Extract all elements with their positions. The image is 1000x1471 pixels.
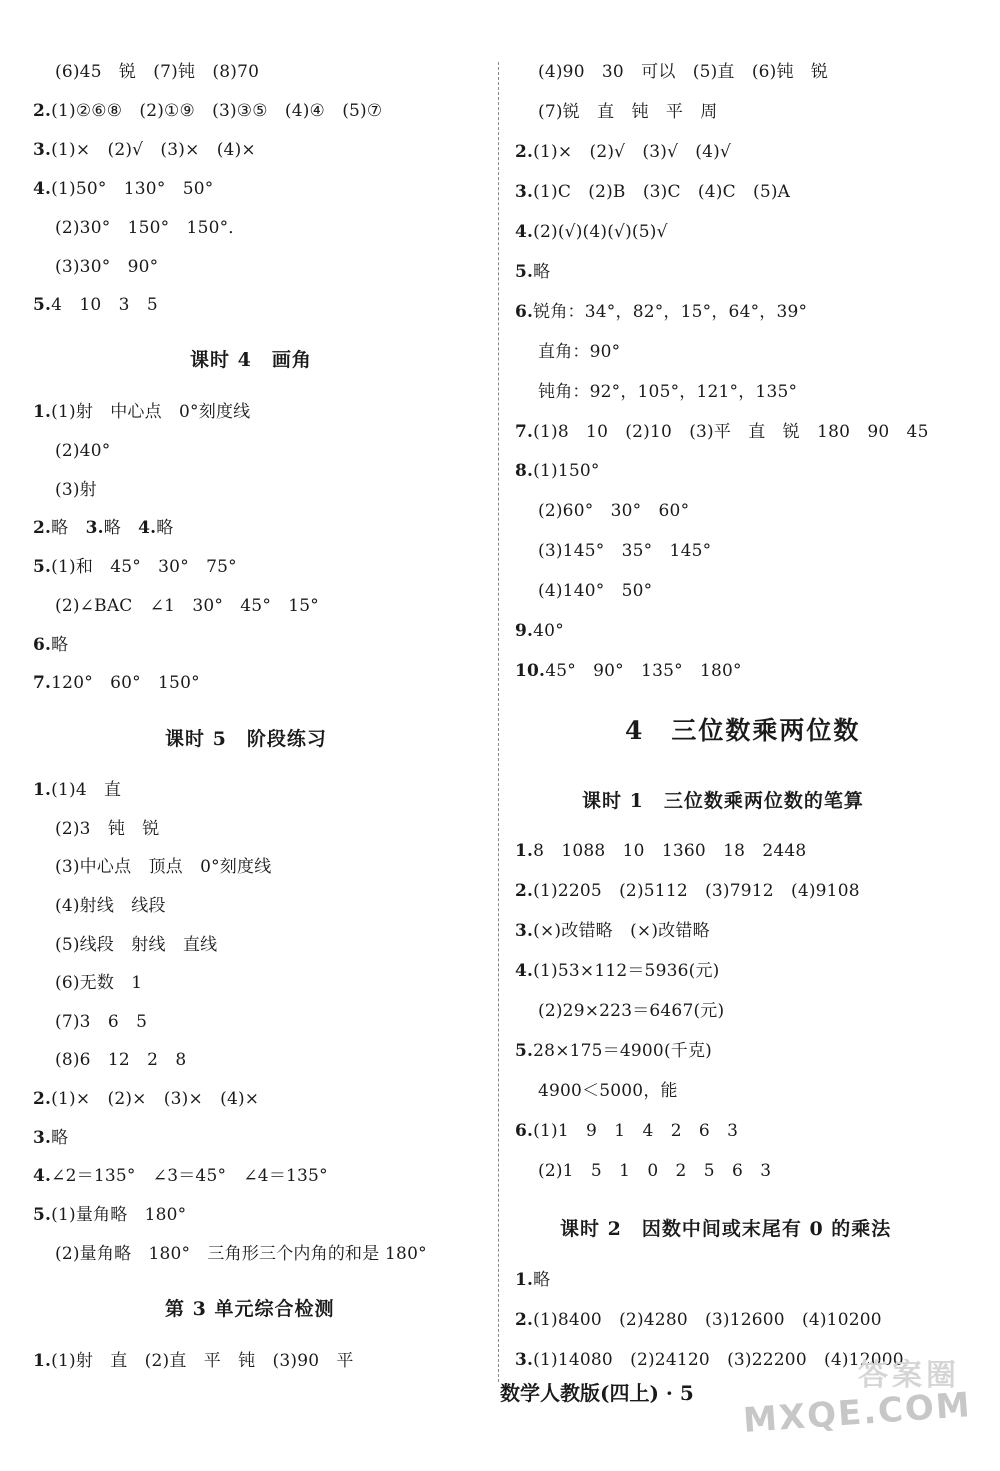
answer-line: 2.略 3.略 4.略 xyxy=(33,518,174,538)
answer-line: 3.(×)改错略 (×)改错略 xyxy=(515,921,710,941)
answer-line: (8)6 12 2 8 xyxy=(55,1050,187,1070)
section-heading: 课时 4 画角 xyxy=(190,349,312,371)
answer-line: (2)量角略 180° 三角形三个内角的和是 180° xyxy=(55,1244,427,1264)
answer-line: 5.4 10 3 5 xyxy=(33,295,158,315)
answer-line: (5)线段 射线 直线 xyxy=(55,935,218,955)
answer-line: 2.(1)× (2)× (3)× (4)× xyxy=(33,1089,260,1109)
section-heading: 课时 1 三位数乘两位数的笔算 xyxy=(582,790,864,812)
answer-line: 5.略 xyxy=(515,262,551,282)
answer-line: (6)45 锐 (7)钝 (8)70 xyxy=(55,62,260,82)
answer-line: 3.(1)× (2)√ (3)× (4)× xyxy=(33,140,256,160)
answer-line: 1.(1)射 中心点 0°刻度线 xyxy=(33,402,251,422)
answer-line: (4)90 30 可以 (5)直 (6)钝 锐 xyxy=(538,62,829,82)
answer-line: (2)30° 150° 150°． xyxy=(55,218,246,238)
answer-line: (3)30° 90° xyxy=(55,257,159,277)
answer-line: 钝角：92°，105°，121°，135° xyxy=(538,382,798,402)
answer-line: (3)145° 35° 145° xyxy=(538,541,712,561)
answer-line: 5.28×175＝4900(千克) xyxy=(515,1041,713,1061)
answer-line: 5.(1)量角略 180° xyxy=(33,1205,187,1225)
answer-line: (3)中心点 顶点 0°刻度线 xyxy=(55,857,272,877)
answer-line: (6)无数 1 xyxy=(55,973,143,993)
answer-line: 1.(1)4 直 xyxy=(33,780,122,800)
answer-line: 4.∠2＝135° ∠3＝45° ∠4＝135° xyxy=(33,1166,328,1186)
answer-line: 直角：90° xyxy=(538,342,621,362)
answer-line: 7.(1)8 10 (2)10 (3)平 直 锐 180 90 45 xyxy=(515,422,929,442)
answer-line: 3.(1)C (2)B (3)C (4)C (5)A xyxy=(515,182,791,202)
answer-line: (7)3 6 5 xyxy=(55,1012,148,1032)
answer-line: 7.120° 60° 150° xyxy=(33,673,200,693)
answer-line: 2.(1)②⑥⑧ (2)①⑨ (3)③⑤ (4)④ (5)⑦ xyxy=(33,101,383,121)
answer-line: 2.(1)× (2)√ (3)√ (4)√ xyxy=(515,142,732,162)
answer-line: (2)∠BAC ∠1 30° 45° 15° xyxy=(55,596,319,616)
section-heading: 课时 5 阶段练习 xyxy=(165,728,327,750)
section-heading: 第 3 单元综合检测 xyxy=(165,1298,335,1320)
answer-line: 1.略 xyxy=(515,1270,551,1290)
answer-line: (4)射线 线段 xyxy=(55,896,166,916)
watermark-text: MXQE.COM xyxy=(742,1385,974,1441)
answer-line: (2)60° 30° 60° xyxy=(538,501,690,521)
answer-line: 3.(1)14080 (2)24120 (3)22200 (4)12000 xyxy=(515,1350,904,1370)
watermark-logo: 答案圈 xyxy=(858,1358,960,1393)
page-number: 5 xyxy=(679,1381,694,1405)
answer-line: 6.(1)1 9 1 4 2 6 3 xyxy=(515,1121,739,1141)
answer-line: 6.略 xyxy=(33,635,69,655)
answer-line: 4.(1)50° 130° 50° xyxy=(33,179,214,199)
answer-line: 6.锐角：34°，82°，15°，64°，39° xyxy=(515,302,808,322)
book-title: 数学人教版(四上) xyxy=(500,1381,659,1405)
answer-line: 2.(1)8400 (2)4280 (3)12600 (4)10200 xyxy=(515,1310,882,1330)
answer-line: (2)29×223＝6467(元) xyxy=(538,1001,725,1021)
answer-line: (2)1 5 1 0 2 5 6 3 xyxy=(538,1161,772,1181)
unit-heading: 4 三位数乘两位数 xyxy=(625,716,861,745)
page-footer: 数学人教版(四上) · 5 xyxy=(500,1381,694,1405)
answer-line: (7)锐 直 钝 平 周 xyxy=(538,102,718,122)
answer-line: 8.(1)150° xyxy=(515,461,600,481)
answer-line: 4900＜5000，能 xyxy=(538,1081,678,1101)
answer-line: 1.8 1088 10 1360 18 2448 xyxy=(515,841,807,861)
column-divider xyxy=(498,62,499,1382)
answer-line: 5.(1)和 45° 30° 75° xyxy=(33,557,237,577)
answer-line: 4.(1)53×112＝5936(元) xyxy=(515,961,720,981)
answer-line: 10.45° 90° 135° 180° xyxy=(515,661,742,681)
section-heading: 课时 2 因数中间或末尾有 0 的乘法 xyxy=(560,1218,892,1240)
answer-line: 2.(1)2205 (2)5112 (3)7912 (4)9108 xyxy=(515,881,860,901)
answer-line: (2)40° xyxy=(55,441,111,461)
answer-line: (3)射 xyxy=(55,480,97,500)
answer-line: 1.(1)射 直 (2)直 平 钝 (3)90 平 xyxy=(33,1351,354,1371)
answer-line: (4)140° 50° xyxy=(538,581,653,601)
answer-line: 4.(2)(√)(4)(√)(5)√ xyxy=(515,222,668,242)
answer-line: 9.40° xyxy=(515,621,564,641)
answer-line: 3.略 xyxy=(33,1128,69,1148)
answer-line: (2)3 钝 锐 xyxy=(55,819,160,839)
